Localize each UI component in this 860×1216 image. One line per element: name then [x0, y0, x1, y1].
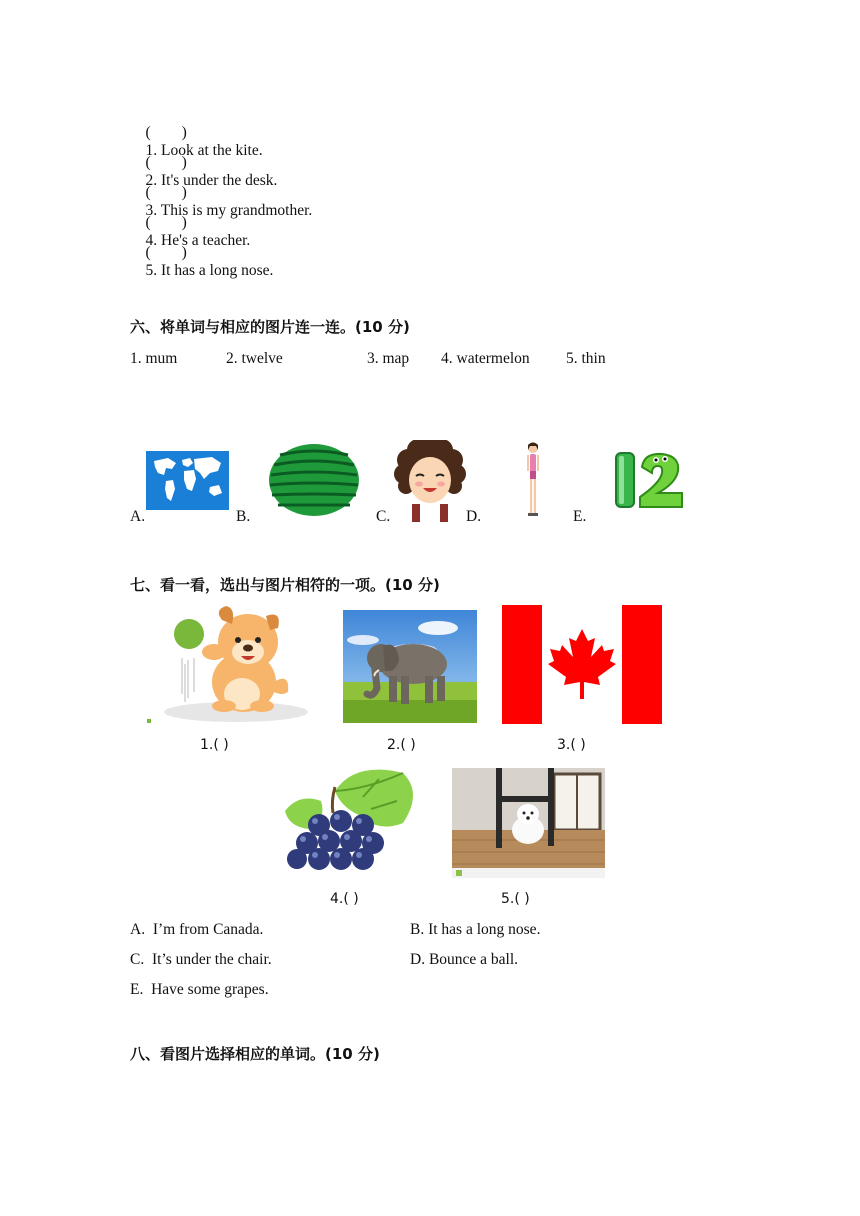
picture-label: E.: [573, 508, 587, 525]
canada-flag-image: [502, 605, 662, 724]
option-b: B. It has a long nose.: [410, 921, 541, 938]
question-text: 5. It has a long nose.: [145, 262, 274, 279]
answer-blank[interactable]: ( ): [145, 244, 187, 261]
option-d: D. Bounce a ball.: [410, 951, 519, 968]
green-dot: [147, 719, 151, 723]
dog-bouncing-ball-image: [144, 602, 312, 726]
grapes-image: [275, 767, 425, 879]
answer-blank[interactable]: ( ): [145, 154, 187, 171]
answer-blank[interactable]: ( ): [145, 214, 187, 231]
question-row: [130, 226, 273, 298]
section-6-title: 六、将单词与相应的图片连一连。(10 分): [130, 318, 410, 336]
question-text: 1. Look at the kite.: [145, 142, 263, 159]
word-item: 5. thin: [566, 350, 606, 367]
number-twelve-image: [612, 451, 688, 511]
answer-blank[interactable]: 2.( ): [387, 737, 416, 753]
word-item: 4. watermelon: [441, 350, 530, 367]
answer-blank[interactable]: 1.( ): [200, 737, 229, 753]
answer-blank[interactable]: ( ): [145, 184, 187, 201]
question-text: 4. He's a teacher.: [145, 232, 251, 249]
section-7-title: 七、看一看，选出与图片相符的一项。(10 分): [130, 576, 440, 594]
answer-blank[interactable]: 5.( ): [501, 891, 530, 907]
word-item: 3. map: [367, 350, 410, 367]
picture-label: A.: [130, 508, 146, 525]
word-item: 2. twelve: [226, 350, 283, 367]
question-text: 3. This is my grandmother.: [145, 202, 313, 219]
section-8-title: 八、看图片选择相应的单词。(10 分): [130, 1045, 380, 1063]
word-item: 1. mum: [130, 350, 178, 367]
grandmother-image: [394, 440, 466, 522]
elephant-image: [343, 610, 477, 723]
answer-blank[interactable]: 4.( ): [330, 891, 359, 907]
world-map-image: [146, 451, 229, 510]
picture-label: D.: [466, 508, 482, 525]
dog-under-chair-image: [452, 768, 605, 878]
answer-blank[interactable]: 3.( ): [557, 737, 586, 753]
question-text: 2. It's under the desk.: [145, 172, 278, 189]
option-a: A. I’m from Canada.: [130, 921, 264, 938]
option-c: C. It’s under the chair.: [130, 951, 272, 968]
picture-label: C.: [376, 508, 391, 525]
picture-label: B.: [236, 508, 251, 525]
answer-blank[interactable]: ( ): [145, 124, 187, 141]
watermelon-image: [268, 443, 360, 517]
thin-girl-image: [522, 441, 544, 521]
option-e: E. Have some grapes.: [130, 981, 269, 998]
